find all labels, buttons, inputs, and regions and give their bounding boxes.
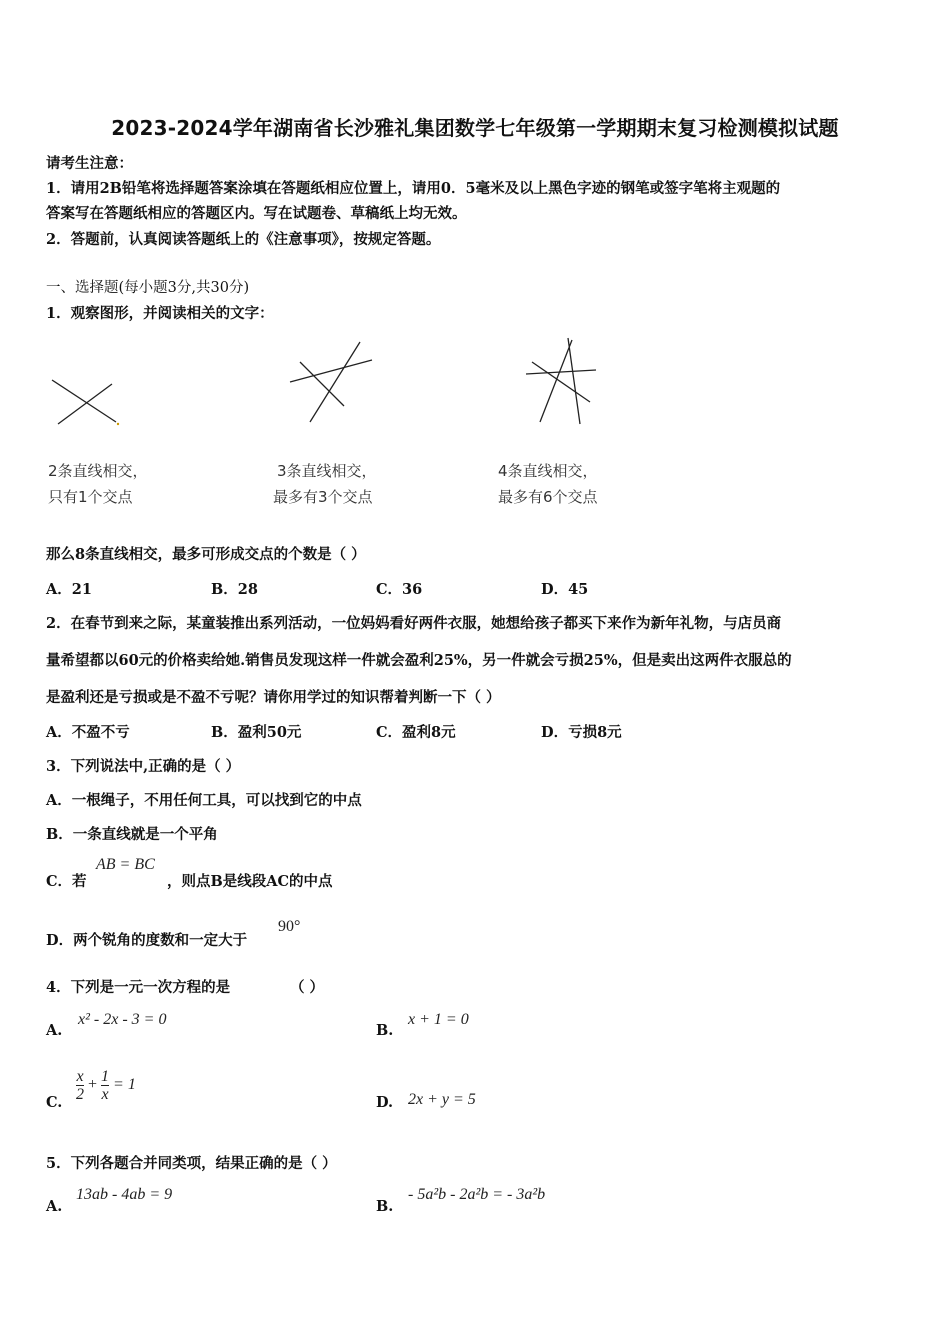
q2-line-1: 2．在春节到来之际，某童装推出系列活动，一位妈妈看好两件衣服，她想给孩子都买下来作为新年礼物，与店员商	[46, 615, 782, 632]
q4-label-a: A.	[46, 1022, 63, 1039]
notice-line-1: 1．请用2B铅笔将选择题答案涂填在答题纸相应位置上，请用0．5毫米及以上黑色字迹的钢笔或签字笔将主观题的	[46, 180, 781, 197]
caption-2-line2: 最多有3个交点	[273, 488, 373, 506]
page-title: 2023-2024学年湖南省长沙雅礼集团数学七年级第一学期期末复习检测模拟试题	[111, 116, 839, 140]
q2-line-2: 量希望都以60元的价格卖给她.销售员发现这样一件就会盈利25%，另一件就会亏损25%，但是卖出这两件衣服总的	[46, 652, 792, 669]
notice-line-1b: 答案写在答题纸相应的答题区内。写在试题卷、草稿纸上均无效。	[46, 205, 467, 222]
q3-option-c-math: AB = BC	[96, 856, 155, 873]
q1-option-c: C．36	[376, 581, 423, 598]
caption-3-line1: 4条直线相交，	[498, 462, 598, 480]
q4-label-b: B.	[376, 1022, 394, 1039]
figure-three-lines	[284, 336, 384, 431]
q5-stem: 5．下列各题合并同类项，结果正确的是（ ）	[46, 1155, 337, 1172]
q4-label-d: D.	[376, 1094, 394, 1111]
q5-math-b: - 5a²b - 2a²b = - 3a²b	[408, 1186, 546, 1203]
q4-stem: 4．下列是一元一次方程的是	[46, 979, 231, 996]
q4-label-c: C.	[46, 1094, 63, 1111]
q2-option-b: B．盈利50元	[211, 724, 302, 741]
q4-math-b: x + 1 = 0	[408, 1011, 469, 1028]
q2-option-d: D．亏损8元	[541, 724, 622, 741]
q5-label-a: A.	[46, 1198, 63, 1215]
q1-question: 那么8条直线相交，最多可形成交点的个数是（ ）	[46, 546, 366, 563]
q4-paren: （ ）	[290, 979, 325, 996]
caption-1	[48, 458, 148, 510]
fraction-x-over-2: $\frac{x}{2}$	[76, 1068, 84, 1103]
notice-line-2: 2．答题前，认真阅读答题纸上的《注意事项》，按规定答题。	[46, 231, 441, 248]
q4-math-d: 2x + y = 5	[408, 1091, 476, 1108]
q3-option-a: A．一根绳子，不用任何工具，可以找到它的中点	[46, 792, 362, 809]
q2-line-3: 是盈利还是亏损或是不盈不亏呢？请你用学过的知识帮着判断一下（ ）	[46, 689, 501, 706]
equals-one: = 1	[113, 1076, 136, 1094]
q3-option-d-prefix: D．两个锐角的度数和一定大于	[46, 932, 248, 949]
caption-3-line2: 最多有6个交点	[498, 488, 598, 506]
q4-math-a: x² - 2x - 3 = 0	[78, 1011, 167, 1028]
q1-option-a: A．21	[46, 581, 92, 598]
fraction-1-over-x: $\frac{1}{x}$	[101, 1068, 110, 1103]
q5-label-b: B.	[376, 1198, 394, 1215]
caption-1-line1: 2条直线相交，	[48, 462, 148, 480]
caption-3	[498, 458, 598, 510]
q2-option-c: C．盈利8元	[376, 724, 456, 741]
q5-math-a: 13ab - 4ab = 9	[76, 1186, 173, 1203]
q2-option-a: A．不盈不亏	[46, 724, 130, 741]
notice-heading: 请考生注意：	[46, 155, 133, 172]
q3-option-c-suffix: ，则点B是线段AC的中点	[167, 873, 333, 890]
caption-2	[273, 458, 377, 510]
q1-option-d: D．45	[541, 581, 589, 598]
q3-option-d-math: 90°	[278, 918, 301, 935]
caption-1-line2: 只有1个交点	[48, 488, 133, 506]
q3-option-b: B．一条直线就是一个平角	[46, 826, 218, 843]
q4-math-c	[76, 1068, 136, 1103]
section-heading: 一、选择题(每小题3分,共30分)	[46, 280, 250, 296]
figure-four-lines	[520, 334, 610, 429]
figure-two-lines	[44, 370, 134, 435]
q1-stem: 1．观察图形，并阅读相关的文字：	[46, 305, 274, 322]
caption-2-line1: 3条直线相交，	[277, 462, 377, 480]
q3-stem: 3．下列说法中,正确的是（ ）	[46, 758, 241, 775]
q1-option-b: B．28	[211, 581, 258, 598]
q3-option-c-prefix: C．若	[46, 873, 87, 890]
plus-sign: +	[88, 1076, 98, 1094]
